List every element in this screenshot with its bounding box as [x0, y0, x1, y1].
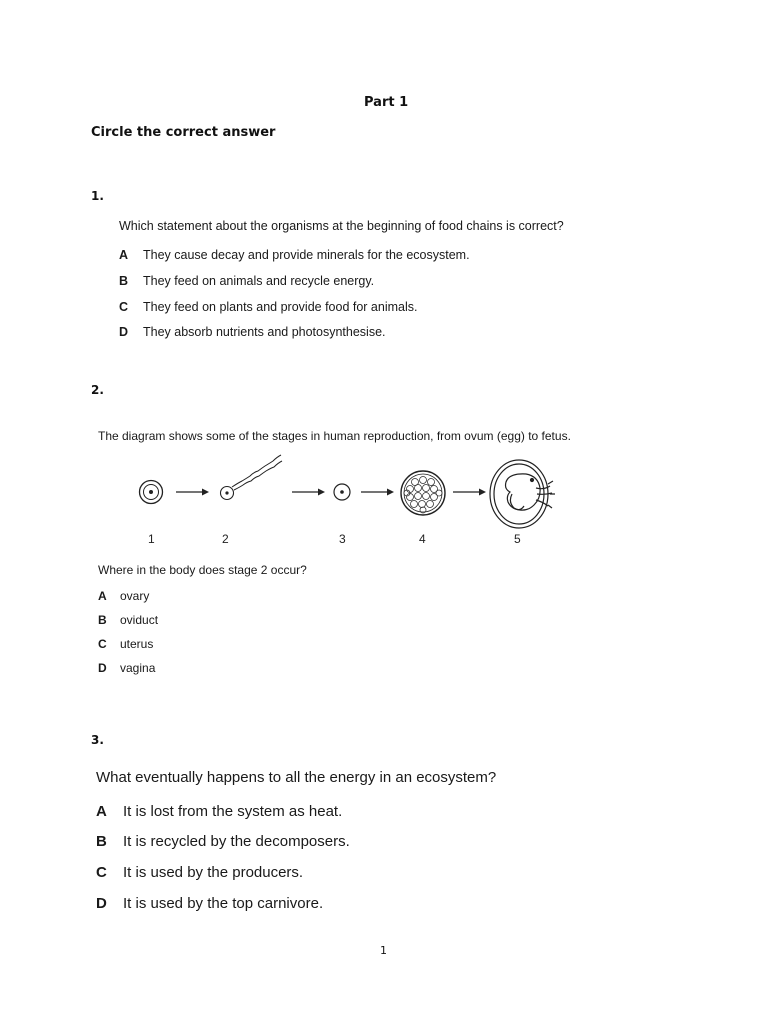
option-letter: C — [119, 300, 129, 314]
option-b[interactable] — [98, 613, 158, 627]
stage-label-1: 1 — [148, 532, 155, 546]
option-a[interactable] — [119, 248, 470, 262]
part-title: Part 1 — [364, 95, 409, 110]
option-letter: B — [98, 613, 107, 627]
question-number: 2. — [91, 383, 104, 397]
option-letter: A — [119, 248, 129, 262]
option-letter: A — [98, 589, 107, 603]
option-letter: B — [96, 833, 107, 850]
arrow-icon — [453, 489, 486, 496]
option-text: It is used by the producers. — [123, 864, 304, 881]
instruction: Circle the correct answer — [91, 125, 276, 140]
fertilisation-icon — [221, 455, 283, 500]
question-stem: What eventually happens to all the energy in an ecosystem? — [96, 769, 497, 786]
zygote-icon — [334, 484, 350, 500]
option-letter: D — [119, 325, 129, 339]
question-number: 3. — [91, 733, 104, 747]
option-letter: D — [96, 895, 107, 912]
option-d[interactable] — [98, 661, 155, 675]
option-text: It is recycled by the decomposers. — [123, 833, 350, 850]
option-text: uterus — [120, 637, 154, 651]
ovum-icon — [140, 481, 163, 504]
option-text: ovary — [120, 589, 150, 603]
diagram-intro: The diagram shows some of the stages in human reproduction, from ovum (egg) to fetus. — [98, 429, 571, 443]
option-letter: A — [96, 803, 107, 820]
option-text: vagina — [120, 661, 156, 675]
option-text: oviduct — [120, 613, 159, 627]
option-text: They feed on plants and provide food for animals. — [143, 300, 418, 314]
option-letter: B — [119, 274, 129, 288]
stage-label-5: 5 — [514, 532, 521, 546]
stage-label-2: 2 — [222, 532, 229, 546]
option-text: It is used by the top carnivore. — [123, 895, 324, 912]
option-letter: C — [96, 864, 107, 881]
arrow-icon — [361, 489, 394, 496]
fetus-icon — [490, 460, 555, 528]
option-b[interactable] — [119, 274, 374, 288]
option-a[interactable] — [98, 589, 149, 603]
question-stem: Where in the body does stage 2 occur? — [98, 563, 307, 577]
stage-label-3: 3 — [339, 532, 346, 546]
question-number: 1. — [91, 189, 104, 203]
option-letter: D — [98, 661, 107, 675]
option-c[interactable] — [96, 864, 303, 881]
option-c[interactable] — [119, 300, 417, 314]
option-b[interactable] — [96, 833, 350, 850]
embryo-cell-ball-icon — [401, 471, 445, 515]
option-d[interactable] — [119, 325, 386, 339]
question-stem: Which statement about the organisms at the beginning of food chains is correct? — [119, 219, 564, 233]
option-text: They cause decay and provide minerals for the ecosystem. — [143, 248, 470, 262]
option-letter: C — [98, 637, 107, 651]
reproduction-stages-diagram — [0, 448, 768, 568]
option-d[interactable] — [96, 895, 323, 912]
option-c[interactable] — [98, 637, 153, 651]
arrow-icon — [176, 489, 209, 496]
page-number: 1 — [380, 944, 387, 957]
option-text: It is lost from the system as heat. — [123, 803, 343, 820]
arrow-icon — [292, 489, 325, 496]
option-a[interactable] — [96, 803, 342, 820]
option-text: They absorb nutrients and photosynthesise. — [143, 325, 386, 339]
option-text: They feed on animals and recycle energy. — [143, 274, 375, 288]
stage-label-4: 4 — [419, 532, 426, 546]
